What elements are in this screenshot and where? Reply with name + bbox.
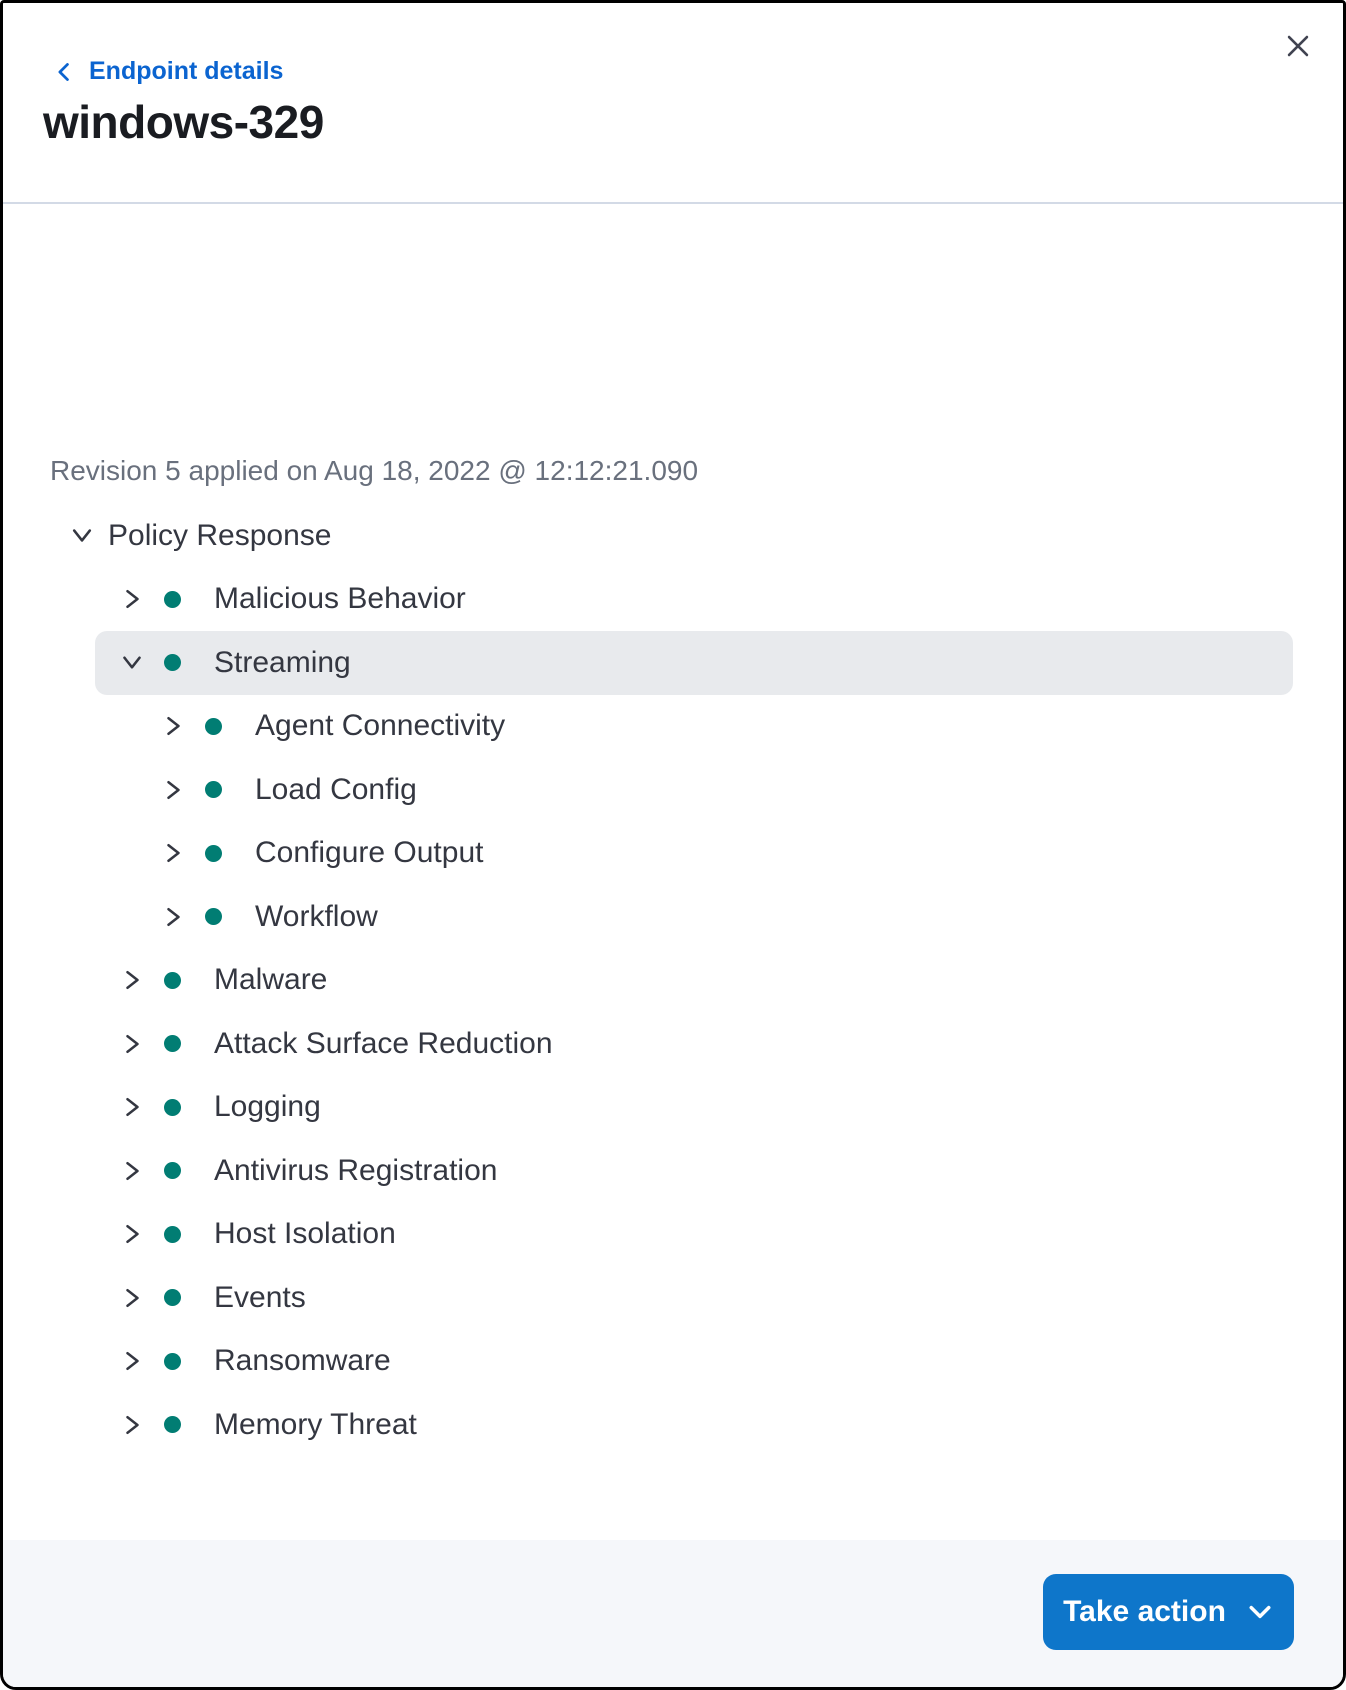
chevron-right-icon[interactable] <box>121 587 143 611</box>
policy-response-tree <box>50 504 1293 1457</box>
status-dot-icon <box>164 591 181 608</box>
chevron-left-icon <box>53 60 75 84</box>
tree-item-label: Configure Output <box>255 836 484 870</box>
chevron-right-icon[interactable] <box>121 968 143 992</box>
tree-item-host-isolation[interactable] <box>50 1203 1293 1267</box>
status-dot-icon <box>205 781 222 798</box>
status-dot-icon <box>164 972 181 989</box>
chevron-down-icon[interactable] <box>121 654 143 671</box>
tree-item-attack-surface-reduction[interactable] <box>50 1012 1293 1076</box>
take-action-label: Take action <box>1063 1595 1226 1628</box>
tree-item-load-config[interactable] <box>50 758 1293 822</box>
status-dot-icon <box>164 1289 181 1306</box>
tree-item-antivirus-registration[interactable] <box>50 1139 1293 1203</box>
status-dot-icon <box>205 718 222 735</box>
tree-item-label: Load Config <box>255 772 417 806</box>
tree-item-label: Antivirus Registration <box>214 1153 498 1187</box>
tree-item-label: Attack Surface Reduction <box>214 1026 553 1060</box>
chevron-right-icon[interactable] <box>121 1222 143 1246</box>
tree-item-policy-response[interactable] <box>50 504 1293 568</box>
tree-item-label: Events <box>214 1280 306 1314</box>
chevron-right-icon[interactable] <box>162 905 184 929</box>
tree-item-label: Logging <box>214 1090 321 1124</box>
chevron-right-icon[interactable] <box>162 841 184 865</box>
tree-item-events[interactable] <box>50 1266 1293 1330</box>
status-dot-icon <box>164 1162 181 1179</box>
chevron-right-icon[interactable] <box>121 1095 143 1119</box>
tree-item-label: Ransomware <box>214 1344 391 1378</box>
back-link-label: Endpoint details <box>89 57 284 85</box>
back-link-endpoint-details[interactable] <box>53 59 283 84</box>
chevron-right-icon[interactable] <box>121 1159 143 1183</box>
tree-item-configure-output[interactable] <box>50 822 1293 886</box>
tree-item-label: Agent Connectivity <box>255 709 506 743</box>
page-title: windows-329 <box>43 96 324 148</box>
status-dot-icon <box>164 654 181 671</box>
flyout-body <box>3 206 1343 1540</box>
tree-item-workflow[interactable] <box>50 885 1293 949</box>
status-dot-icon <box>164 1353 181 1370</box>
tree-item-label: Policy Response <box>108 518 332 552</box>
tree-item-label: Workflow <box>255 899 378 933</box>
status-dot-icon <box>164 1099 181 1116</box>
status-dot-icon <box>205 845 222 862</box>
flyout-footer <box>3 1540 1343 1687</box>
status-dot-icon <box>164 1226 181 1243</box>
status-dot-icon <box>164 1035 181 1052</box>
tree-item-malware[interactable] <box>50 949 1293 1013</box>
chevron-right-icon[interactable] <box>121 1286 143 1310</box>
chevron-right-icon[interactable] <box>121 1413 143 1437</box>
chevron-right-icon[interactable] <box>162 778 184 802</box>
tree-item-malicious-behavior[interactable] <box>50 568 1293 632</box>
close-button[interactable] <box>1281 29 1315 63</box>
revision-text: Revision 5 applied on Aug 18, 2022 @ 12:12:21.090 <box>50 455 699 486</box>
chevron-right-icon[interactable] <box>121 1349 143 1373</box>
tree-item-label: Memory Threat <box>214 1407 417 1441</box>
chevron-down-icon <box>1246 1598 1274 1626</box>
flyout-header <box>3 3 1343 204</box>
status-dot-icon <box>164 1416 181 1433</box>
tree-item-logging[interactable] <box>50 1076 1293 1140</box>
tree-item-label: Streaming <box>214 645 351 679</box>
take-action-button[interactable] <box>1043 1574 1294 1650</box>
chevron-down-icon[interactable] <box>68 527 96 544</box>
tree-item-agent-connectivity[interactable] <box>50 695 1293 759</box>
tree-item-streaming[interactable] <box>95 631 1293 695</box>
chevron-right-icon[interactable] <box>162 714 184 738</box>
tree-item-label: Host Isolation <box>214 1217 396 1251</box>
status-dot-icon <box>205 908 222 925</box>
close-icon <box>1285 33 1311 59</box>
tree-item-ransomware[interactable] <box>50 1330 1293 1394</box>
tree-item-label: Malware <box>214 963 328 997</box>
tree-item-label: Malicious Behavior <box>214 582 466 616</box>
tree-item-memory-threat[interactable] <box>50 1393 1293 1457</box>
chevron-right-icon[interactable] <box>121 1032 143 1056</box>
